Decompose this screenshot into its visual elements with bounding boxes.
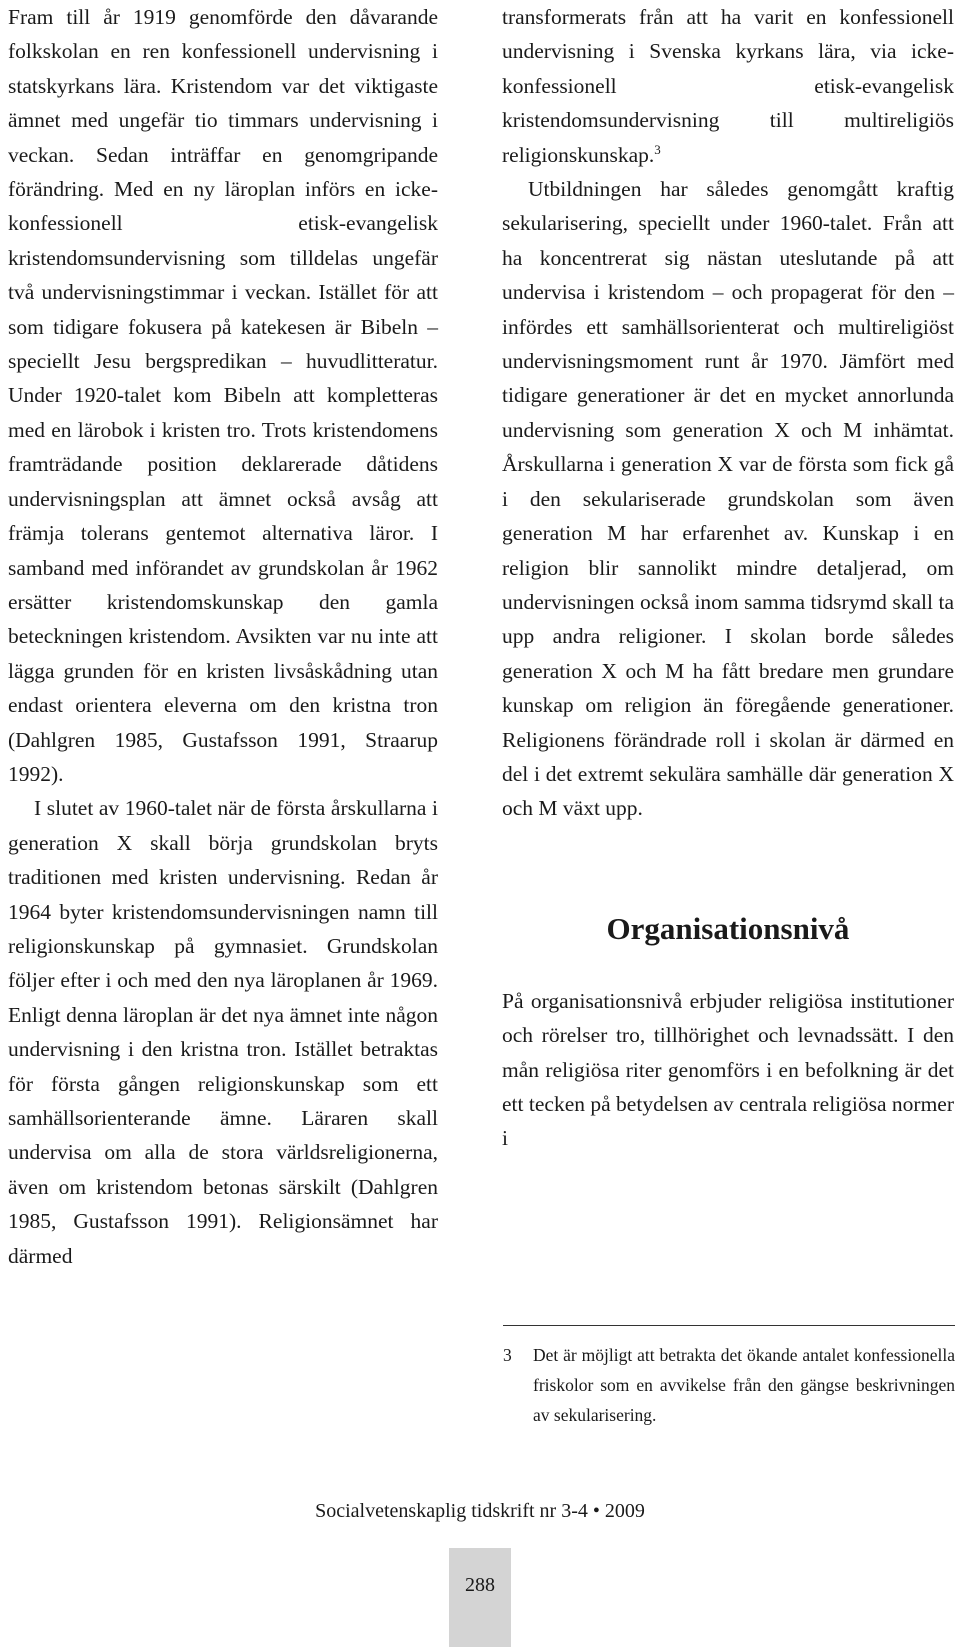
left-column [8,0,438,1273]
page-number: 288 [465,1574,495,1596]
body-paragraph: På organisationsnivå erbjuder religiösa institutioner och rörelser tro, tillhörighet och levnadssätt. I den mån religiösa riter genomförs i en befolkning är det ett tecken på betydelsen av centrala religiösa normer i [502,988,954,1151]
footnote-divider [503,1325,955,1326]
body-paragraph [502,0,954,172]
body-paragraph: Utbildningen har således genomgått kraftig sekularisering, speciellt under 1960-talet. Från att ha koncentrerat sig nästan uteslutande på att undervisa i kristendom – och propagerat för den – infördes ett samhällsorienterat och multireligiöst undervisningsmoment runt år 1970. Jämfört med tidigare generationer är det en mycket annorlunda undervisning som generation X och M inhämtat. Årskullarna i generation X var de första som fick gå i den sekulariserade grundskolan som även generation M har erfarenhet av. Kunskap i en religion blir sannolikt mindre detaljerad, om undervisningen också inom samma tidsrymd skall ta upp andra religioner. I skolan borde således generation X och M ha fått bredare men grundare kunskap om religion än föregående generationer. Religionens förändrade roll i skolan är därmed en del i det extremt sekulära samhälle där generation X och M växt upp. [502,177,954,821]
footnote-reference[interactable]: 3 [654,141,661,157]
page-number-box [449,1548,511,1647]
body-paragraph: Fram till år 1919 genomförde den dåvarande folkskolan en ren konfessionell undervisning i statskyrkans lära. Kristendom var det viktigaste ämnet med ungefär tio timmars undervisning i veckan. Sedan inträffar en genomgripande förändring. Med en ny läroplan införs en icke-konfessionell etisk-evangelisk kristendomsundervisning som tilldelas ungefär två undervisningstimmar i veckan. Istället för att som tidigare fokusera på katekesen är Bibeln – speciellt Jesu bergspredikan – huvudlitteratur. Under 1920-talet kom Bibeln att kompletteras med en lärobok i kristen tro. Trots kristendomens framträdande position deklarerade dåtidens undervisningsplan att ämnet också avsåg att främja tolerans gentemot alternativa läror. I samband med införandet av grundskolan år 1962 ersätter kristendomskunskap den gamla beteckningen kristendom. Avsikten var nu inte att lägga grunden för en kristen livsåskådning utan endast orientera eleverna om den kristna tron (Dahlgren 1985, Gustafsson 1991, Straarup 1992). [8,5,438,786]
footnote-text: Det är möjligt att betrakta det ökande antalet konfessionella friskolor som en avvikelse från den gängse beskrivningen av sekularisering. [533,1345,955,1425]
body-paragraph: I slutet av 1960-talet när de första årskullarna i generation X skall börja grundskolan bryts traditionen med kristen undervisning. Redan år 1964 byter kristendomsundervisningen namn till religionskunskap på gymnasiet. Grundskolan följer efter i och med den nya läroplanen år 1969. Enligt denna läroplan är det nya ämnet inte någon undervisning i den kristna tron. Istället betraktas för första gången religionskunskap som ett samhällsorienterande ämne. Läraren skall undervisa om alla de stora världsreligionerna, även om kristendom betonas särskilt (Dahlgren 1985, Gustafsson 1991). Religionsämnet har därmed [8,796,438,1268]
footnote [503,1340,955,1430]
body-text: transformerats från att ha varit en konfessionell undervisning i Svenska kyrkans lära, via icke-konfessionell etisk-evangelisk kristendomsundervisning till multireligiös religionskunskap. [502,5,954,167]
journal-footer: Socialvetenskaplig tidskrift nr 3-4 • 2009 [315,1500,645,1522]
footnote-number: 3 [503,1345,512,1365]
section-heading: Organisationsnivå [606,910,850,946]
right-column [502,0,954,1156]
